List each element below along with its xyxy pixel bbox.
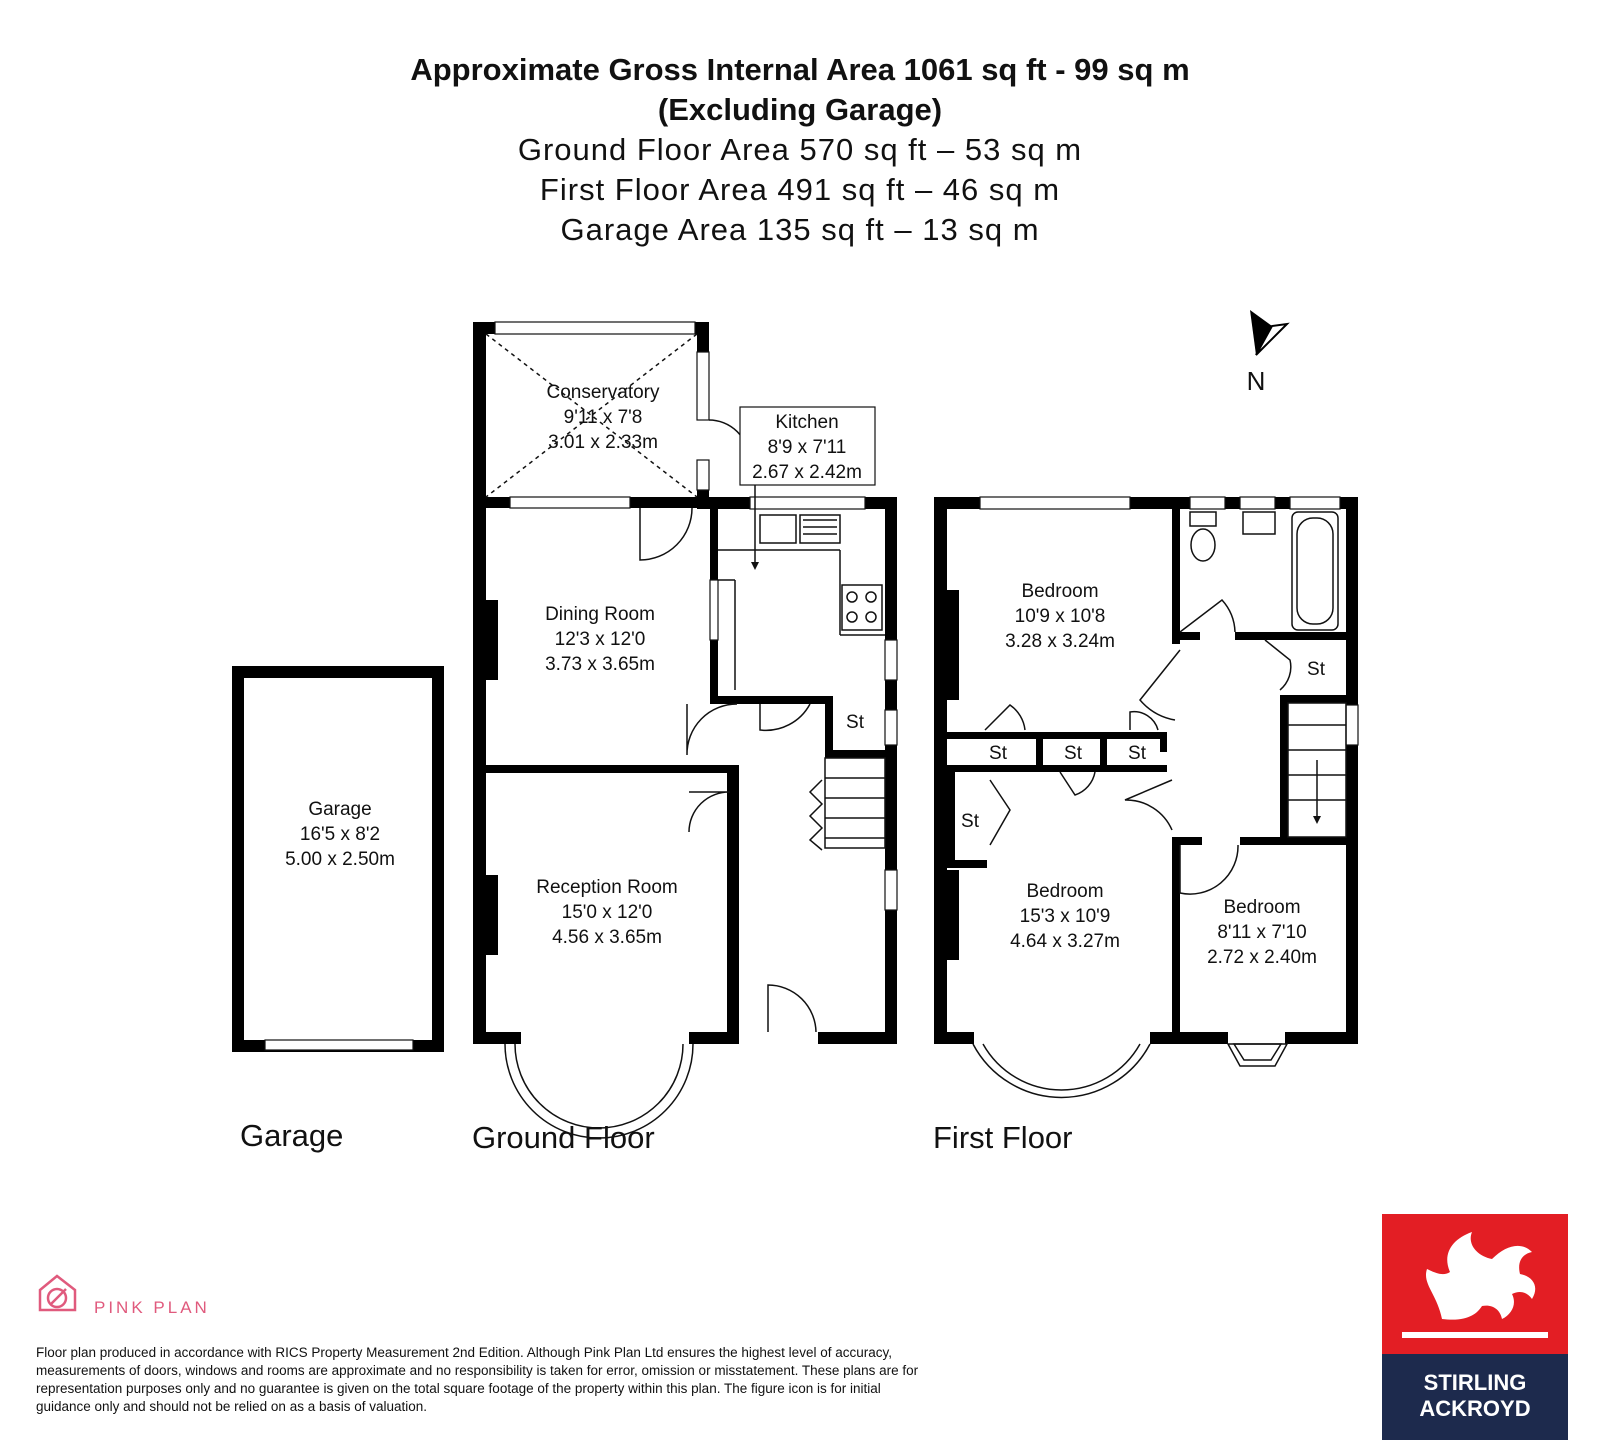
garage-floor-label: Garage bbox=[240, 1118, 344, 1153]
compass-icon bbox=[1247, 310, 1287, 396]
dining-metric: 3.73 x 3.65m bbox=[545, 654, 655, 675]
bedroom2-metric: 4.64 x 3.27m bbox=[1010, 931, 1120, 952]
dining-name: Dining Room bbox=[545, 604, 655, 625]
bedroom2-name: Bedroom bbox=[1026, 881, 1104, 902]
griffin-icon bbox=[1382, 1214, 1568, 1354]
reception-imperial: 15'0 x 12'0 bbox=[561, 902, 653, 923]
kitchen-name: Kitchen bbox=[775, 412, 839, 433]
garage-area: Garage Area 135 sq ft – 13 sq m bbox=[560, 212, 1040, 247]
bedroom3-imperial: 8'11 x 7'10 bbox=[1217, 922, 1307, 943]
area-subtitle: (Excluding Garage) bbox=[657, 92, 943, 127]
garage-metric: 5.00 x 2.50m bbox=[285, 849, 395, 870]
disclaimer-text: Floor plan produced in accordance with RICS Property Measurement 2nd Edition. Although Pink Plan Ltd ensures the highest level of accuracy, measurements of doors, windows and rooms are approximate and no responsibility is taken for error, omission or misstatement. These plans are for representation purposes only and no guarantee is given on the total square footage of the property within this plan. The figure icon is for initial guidance only and should not be relied on as a basis of valuation. bbox=[36, 1345, 919, 1414]
conservatory-metric: 3.01 x 2.33m bbox=[548, 432, 658, 453]
first-floor-label: First Floor bbox=[933, 1120, 1073, 1155]
area-title: Approximate Gross Internal Area 1061 sq ft - 99 sq m bbox=[410, 52, 1190, 87]
garage-imperial: 16'5 x 8'2 bbox=[299, 824, 381, 845]
kitchen-imperial: 8'9 x 7'11 bbox=[767, 437, 847, 458]
garage-name: Garage bbox=[308, 799, 372, 820]
kitchen-metric: 2.67 x 2.42m bbox=[752, 462, 862, 483]
bedroom1-metric: 3.28 x 3.24m bbox=[1005, 631, 1115, 652]
garage-plan bbox=[238, 672, 438, 1050]
bedroom1-name: Bedroom bbox=[1021, 581, 1099, 602]
storage-label: St bbox=[989, 743, 1007, 764]
storage-label: St bbox=[1128, 743, 1146, 764]
compass-label: N bbox=[1246, 366, 1266, 396]
bedroom3-name: Bedroom bbox=[1223, 897, 1301, 918]
conservatory-name: Conservatory bbox=[546, 382, 660, 403]
bedroom2-imperial: 15'3 x 10'9 bbox=[1019, 906, 1111, 927]
dining-imperial: 12'3 x 12'0 bbox=[554, 629, 646, 650]
reception-metric: 4.56 x 3.65m bbox=[552, 927, 662, 948]
agent-name-line2: ACKROYD bbox=[1419, 1396, 1531, 1421]
storage-label: St bbox=[1064, 743, 1082, 764]
agent-name-block bbox=[1382, 1354, 1568, 1440]
agent-name-line1: STIRLING bbox=[1423, 1370, 1527, 1395]
pink-plan-brand: PINK PLAN bbox=[94, 1298, 210, 1317]
bedroom3-metric: 2.72 x 2.40m bbox=[1207, 947, 1317, 968]
bedroom1-imperial: 10'9 x 10'8 bbox=[1014, 606, 1106, 627]
ground-floor-label: Ground Floor bbox=[472, 1120, 655, 1155]
ground-floor-area: Ground Floor Area 570 sq ft – 53 sq m bbox=[517, 132, 1083, 167]
storage-label: St bbox=[1307, 659, 1325, 680]
reception-name: Reception Room bbox=[536, 877, 678, 898]
pink-plan-logo-icon bbox=[40, 1276, 75, 1310]
first-floor-area: First Floor Area 491 sq ft – 46 sq m bbox=[539, 172, 1061, 207]
agent-logo bbox=[1382, 1214, 1568, 1354]
conservatory-imperial: 9'11 x 7'8 bbox=[563, 407, 643, 428]
first-floor-plan bbox=[934, 497, 1358, 1097]
storage-label: St bbox=[961, 811, 979, 832]
ground-floor-plan bbox=[473, 322, 897, 1138]
storage-label: St bbox=[846, 712, 864, 733]
